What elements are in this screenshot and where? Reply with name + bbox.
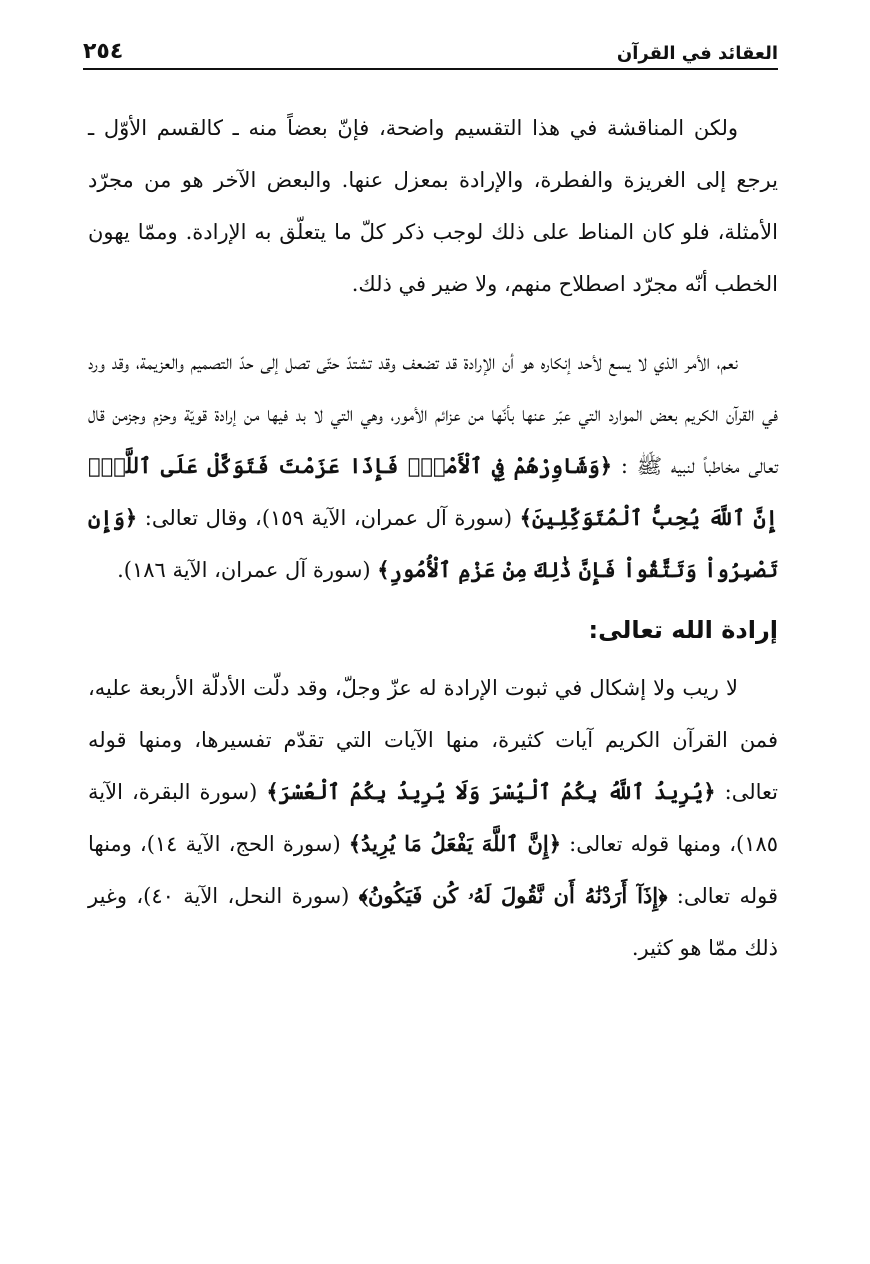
verse-reference: (سورة آل عمران، الآية ١٨٦). [117, 558, 371, 582]
page-number: ٢٥٤ [83, 39, 124, 64]
quran-verse: ﴿إِذَآ أَرَدْنَٰهُ أَن نَّقُولَ لَهُۥ كُن فَيَكُونُ﴾ [358, 883, 668, 908]
quran-verse: ﴿يُرِيدُ ٱللَّهُ بِكُمُ ٱلْيُسْرَ وَلَا يُرِيدُ بِكُمُ ٱلْعُسْرَ﴾ [266, 779, 716, 804]
paragraph-gap [88, 310, 778, 336]
paragraph-1: ولكن المناقشة في هذا التقسيم واضحة، فإنّ بعضاً منه ـ كالقسم الأوّل ـ يرجع إلى الغريزة والفطرة، والإرادة بمعزل عنها. والبعض الآخر هو من مجرّد الأمثلة، فلو كان المناط على ذلك لوجب ذكر كلّ ما يتعلّق به الإرادة. وممّا يهون الخطب أنّه مجرّد اصطلاح منهم، ولا ضير في ذلك. [88, 116, 778, 296]
body-text [88, 102, 778, 974]
verse-reference: (سورة آل عمران، الآية ١٥٩)، وقال تعالى: [144, 506, 513, 530]
verse-reference: (سورة النحل، الآية ٤٠)، وغير ذلك ممّا هو كثير. [88, 884, 778, 960]
quran-verse: ﴿وَشَاوِرْهُمْ فِي ٱلْأَمْرِۖ فَإِذَا عَزَمْتَ فَتَوَكَّلْ عَلَى ٱللَّهِۚ إِنَّ ٱللَّهَ يُحِبُّ ٱلْمُتَوَكِّلِينَ﴾ [88, 453, 778, 530]
quran-verse: ﴿إِنَّ ٱللَّهَ يَفْعَلُ مَا يُرِيدُ﴾ [348, 831, 562, 856]
paragraph-2 [88, 336, 778, 596]
quran-verse: ﴿وَإِن تَصْبِرُواْ وَتَتَّقُواْ فَإِنَّ ذَٰلِكَ مِنْ عَزْمِ ٱلْأُمُورِ﴾ [88, 505, 778, 582]
section-heading: إرادة الله تعالى: [588, 616, 778, 644]
paragraph-3-intro: لا ريب ولا إشكال في ثبوت الإرادة له عزّ وجلّ، وقد دلّت الأدلّة الأربعة عليه، فمن القرآن الكريم آيات كثيرة، منها الآيات التي تقدّم تفسيرها، ومنها قوله تعالى: [88, 676, 778, 804]
paragraph-3 [88, 662, 778, 974]
verse-reference: (سورة الحج، الآية ١٤)، ومنها قوله تعالى: [88, 832, 778, 908]
running-header [83, 30, 778, 70]
paragraph-2-intro: نعم، الأمر الذي لا يسع لأحد إنكاره هو أن الإرادة قد تضعف وقد تشتدّ حتّى تصل إلى حدّ التصميم والعزيمة، وقد ورد في القرآن الكريم بعض الموارد التي عبّر عنها بأنّها من عزائم الأمور، وهي التي لا بد فيها من إرادة قويّة وحزم وجزمن قال تعالى مخاطباً لنبيه ﷺ : [88, 350, 778, 478]
header-book-title: العقائد في القرآن [616, 43, 778, 64]
verse-reference: (سورة البقرة، الآية ١٨٥)، ومنها قوله تعالى: [88, 780, 779, 856]
